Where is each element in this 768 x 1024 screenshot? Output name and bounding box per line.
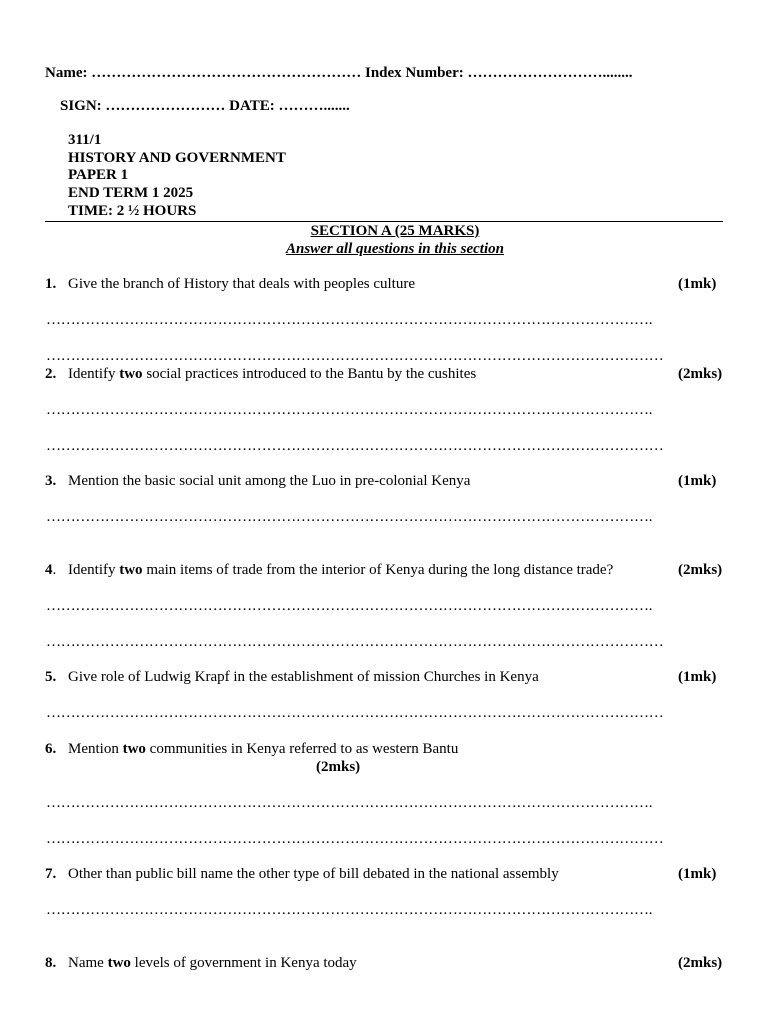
question-number: 4. (45, 562, 57, 578)
header-divider (45, 221, 723, 222)
name-index-line: Name: ……………………………………………… Index Number: ………………………........ (45, 65, 633, 81)
answer-line[interactable]: ……………………………………………………………………………………………………………. (46, 402, 653, 418)
answer-line[interactable]: ……………………………………………………………………………………………………………. (46, 902, 653, 918)
question-number: 1. (45, 276, 57, 292)
question-text: Give role of Ludwig Krapf in the establishment of mission Churches in Kenya (68, 669, 539, 685)
paper-code: 311/1 (68, 132, 102, 148)
answer-line[interactable]: ……………………………………………………………………………………………………………… (46, 831, 664, 847)
question-text: Identify two social practices introduced to the Bantu by the cushites (68, 366, 477, 382)
answer-line[interactable]: ……………………………………………………………………………………………………………. (46, 509, 653, 525)
question-text: Mention two communities in Kenya referred to as western Bantu (68, 741, 459, 757)
question-text: Give the branch of History that deals with peoples culture (68, 276, 415, 292)
section-instruction: Answer all questions in this section (286, 241, 504, 257)
answer-line[interactable]: ……………………………………………………………………………………………………………. (46, 598, 653, 614)
question-number: 7. (45, 866, 57, 882)
answer-line[interactable]: ……………………………………………………………………………………………………………… (46, 705, 664, 721)
question-marks: (1mk) (678, 866, 717, 882)
section-title: SECTION A (25 MARKS) (310, 223, 480, 239)
paper-number: PAPER 1 (68, 167, 129, 183)
sign-date-line: SIGN: …………………… DATE: ………....... (60, 98, 350, 114)
question-number: 6. (45, 741, 57, 757)
exam-time: TIME: 2 ½ HOURS (68, 203, 197, 219)
question-number: 2. (45, 366, 57, 382)
subject-title: HISTORY AND GOVERNMENT (68, 150, 286, 166)
exam-term: END TERM 1 2025 (68, 185, 194, 201)
question-text: Name two levels of government in Kenya today (68, 955, 357, 971)
question-marks: (2mks) (316, 759, 361, 775)
answer-line[interactable]: ……………………………………………………………………………………………………………. (46, 312, 653, 328)
question-marks: (1mk) (678, 473, 717, 489)
question-text: Other than public bill name the other type of bill debated in the national assembly (68, 866, 559, 882)
question-marks: (2mks) (678, 562, 723, 578)
question-marks: (2mks) (678, 955, 723, 971)
answer-line[interactable]: ……………………………………………………………………………………………………………… (46, 348, 664, 364)
answer-line[interactable]: ……………………………………………………………………………………………………………… (46, 634, 664, 650)
question-number: 3. (45, 473, 57, 489)
question-number: 5. (45, 669, 57, 685)
question-text: Mention the basic social unit among the Luo in pre-colonial Kenya (68, 473, 471, 489)
question-text: Identify two main items of trade from the interior of Kenya during the long distance trade? (68, 562, 614, 578)
answer-line[interactable]: ……………………………………………………………………………………………………………. (46, 795, 653, 811)
question-marks: (2mks) (678, 366, 723, 382)
answer-line[interactable]: ……………………………………………………………………………………………………………… (46, 438, 664, 454)
question-marks: (1mk) (678, 669, 717, 685)
question-number: 8. (45, 955, 57, 971)
question-marks: (1mk) (678, 276, 717, 292)
